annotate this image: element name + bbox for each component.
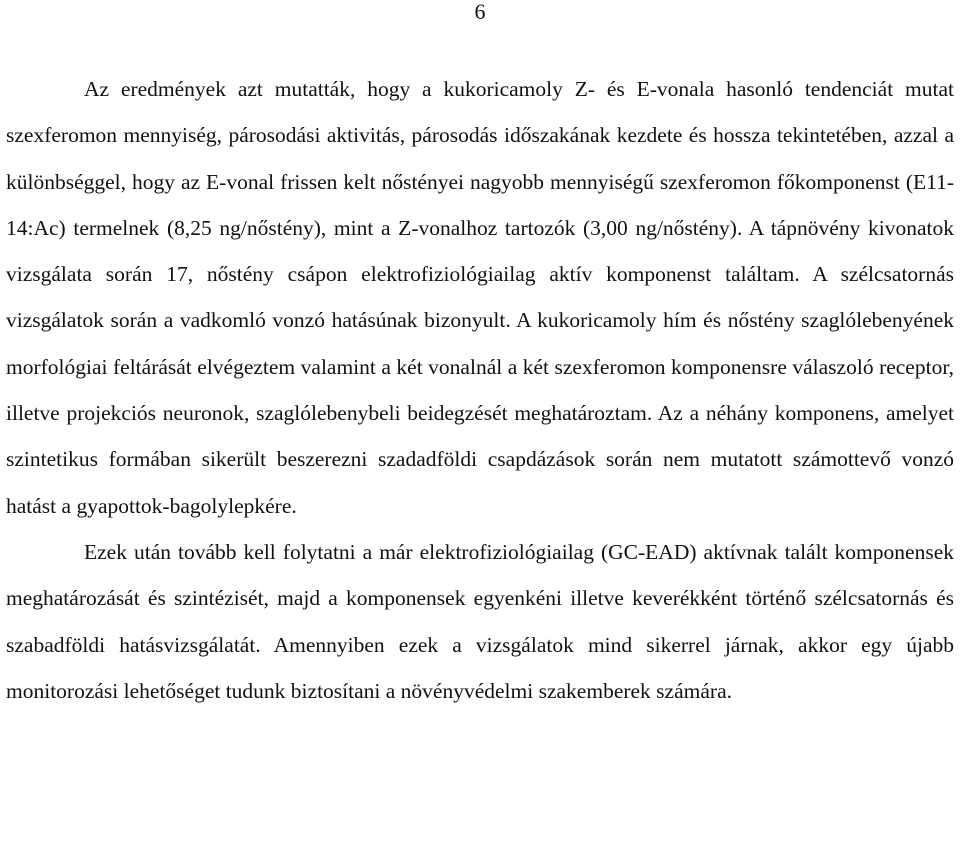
page-number: 6 <box>474 0 486 24</box>
paragraph-results: Az eredmények azt mutatták, hogy a kukoricamoly Z- és E-vonala hasonló tendenciát mutat szexferomon mennyiség, párosodási aktivitás, párosodás időszakának kezdete és hossza tekintetében, azzal a különbséggel, hogy az E-vonal frissen kelt nőstényei nagyobb mennyiségű szexferomon főkomponenst (E11-14:Ac) termelnek (8,25 ng/nőstény), mint a Z-vonalhoz tartozók (3,00 ng/nőstény). A tápnövény kivonatok vizsgálata során 17, nőstény csápon elektrofiziológiailag aktív komponenst találtam. A szélcsatornás vizsgálatok során a vadkomló vonzó hatásúnak bizonyult. A kukoricamoly hím és nőstény szaglólebenyének morfológiai feltárását elvégeztem valamint a két vonalnál a két szexferomon komponensre válaszoló receptor, illetve projekciós neuronok, szaglólebenybeli beidegzését meghatároztam. Az a néhány komponens, amelyet szintetikus formában sikerült beszerezni szadadföldi csapdázások során nem mutatott számottevő vonzó hatást a gyapottok-bagolylepkére. <box>6 77 954 518</box>
paragraph-outlook: Ezek után tovább kell folytatni a már elektrofiziológiailag (GC-EAD) aktívnak talált komponensek meghatározását és szintézisét, majd a komponensek egyenkéni illetve keverékként történő szélcsatornás és szabadföldi hatásvizsgálatát. Amennyiben ezek a vizsgálatok mind sikerrel járnak, akkor egy újabb monitorozási lehetőséget tudunk biztosítani a növényvédelmi szakemberek számára. <box>6 539 954 703</box>
document-body <box>6 66 954 714</box>
